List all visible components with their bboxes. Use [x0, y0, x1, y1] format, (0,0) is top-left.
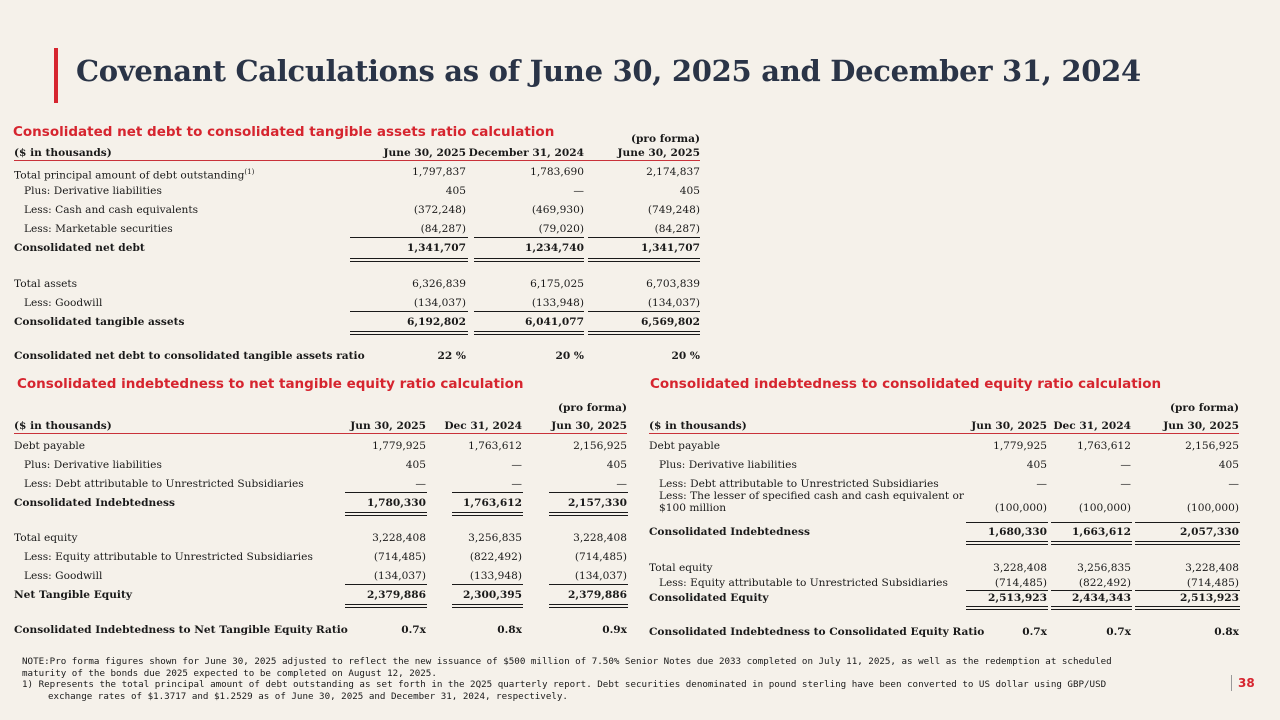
value-cell: 3,256,835 [1077, 562, 1131, 574]
row-label-text: Consolidated Indebtedness [14, 497, 175, 509]
value-cell: 3,228,408 [1185, 562, 1239, 574]
value-cell: 1,234,740 [525, 242, 584, 254]
value-cell: 6,569,802 [641, 316, 700, 328]
total-double-rule [549, 604, 628, 608]
value-cell: — [616, 478, 627, 490]
row-label [14, 530, 77, 547]
column-header: Dec 31, 2024 [1053, 420, 1131, 432]
value-cell: 2,174,837 [646, 166, 700, 178]
value-cell: (84,287) [420, 223, 466, 235]
value-cell: 1,779,925 [372, 440, 426, 452]
value-cell: 3,256,835 [468, 532, 522, 544]
row-label-text: Less: Equity attributable to Unrestricted Subsidiaries [659, 577, 948, 589]
row-label [14, 568, 102, 585]
subtotal-rule [452, 584, 523, 585]
value-cell: 1,341,707 [407, 242, 466, 254]
value-cell: 2,513,923 [988, 592, 1047, 604]
proforma-label: (pro forma) [630, 133, 700, 145]
subtotal-rule [1051, 522, 1132, 523]
value-cell: 1,780,330 [367, 497, 426, 509]
value-cell: (714,485) [574, 551, 627, 563]
value-cell: 405 [606, 459, 627, 471]
value-cell: (133,948) [531, 297, 584, 309]
value-cell: — [415, 478, 426, 490]
total-double-rule [1135, 606, 1240, 610]
value-cell: — [1228, 478, 1239, 490]
footnotes [22, 656, 1132, 702]
value-cell: 3,228,408 [993, 562, 1047, 574]
value-cell: (822,492) [1078, 577, 1131, 589]
total-double-rule [549, 512, 628, 516]
value-cell: (372,248) [413, 204, 466, 216]
value-cell: 405 [1218, 459, 1239, 471]
row-label-text: Consolidated Indebtedness to Consolidated Equity Ratio [649, 626, 985, 638]
row-label-text: Less: Cash and cash equivalents [24, 204, 199, 216]
consolidated-equity-table [649, 0, 1244, 650]
row-label [14, 495, 175, 512]
value-cell: (100,000) [1078, 502, 1131, 514]
value-cell: 22 % [437, 350, 466, 362]
value-cell: 2,300,395 [463, 589, 522, 601]
value-cell: 6,192,802 [407, 316, 466, 328]
value-cell: 0.7x [401, 624, 426, 636]
column-header: December 31, 2024 [468, 147, 584, 159]
row-label-text: Less: The lesser of specified cash and cash equivalent or [659, 490, 964, 502]
subtotal-rule [549, 584, 628, 585]
column-header: ($ in thousands) [14, 147, 112, 159]
section-title-net-debt: Consolidated net debt to consolidated tangible assets ratio calculation [13, 124, 555, 140]
value-cell: — [1036, 478, 1047, 490]
proforma-label: (pro forma) [557, 402, 627, 414]
subtotal-rule [966, 590, 1048, 591]
section-title-net-tangible-equity: Consolidated indebtedness to net tangible equity ratio calculation [17, 376, 524, 392]
total-double-rule [1135, 541, 1240, 545]
row-label [649, 524, 810, 541]
value-cell: 20 % [671, 350, 700, 362]
value-cell: 1,763,612 [463, 497, 522, 509]
value-cell: (100,000) [994, 502, 1047, 514]
subtotal-rule [1135, 590, 1240, 591]
value-cell: 2,156,925 [573, 440, 627, 452]
value-cell: (714,485) [994, 577, 1047, 589]
row-label-text: Consolidated Equity [649, 592, 769, 604]
row-label-text: Plus: Derivative liabilities [659, 459, 797, 471]
subtotal-rule [966, 522, 1048, 523]
value-cell: 2,379,886 [367, 589, 426, 601]
column-header: June 30, 2025 [617, 147, 700, 159]
row-label-text: Less: Equity attributable to Unrestricted Subsidiaries [24, 551, 313, 563]
value-cell: 0.8x [497, 624, 522, 636]
value-cell: 3,228,408 [573, 532, 627, 544]
total-double-rule [452, 512, 523, 516]
column-header: Jun 30, 2025 [971, 420, 1047, 432]
row-label-text: Less: Debt attributable to Unrestricted Subsidiaries [24, 478, 304, 490]
value-cell: (84,287) [654, 223, 700, 235]
net-tangible-equity-table [14, 0, 634, 650]
value-cell: 1,341,707 [641, 242, 700, 254]
value-cell: 2,379,886 [568, 589, 627, 601]
value-cell: 2,156,925 [1185, 440, 1239, 452]
page-title: Covenant Calculations as of June 30, 2025 and December 31, 2024 [76, 54, 1141, 88]
value-cell: 405 [445, 185, 466, 197]
row-label-text: Plus: Derivative liabilities [24, 185, 162, 197]
footnote-1: 1) Represents the total principal amount of debt outstanding as set forth in the 2Q25 quarterly report. Debt securities denominated in pound sterling have been converted to US dollar using GBP/USD exchange rates of $1.3717 and $1.2529 as of June 30, 2025 and December 31, 2024, respectively. [22, 679, 1107, 702]
value-cell: 6,175,025 [530, 278, 584, 290]
total-double-rule [1051, 541, 1132, 545]
value-cell: 6,326,839 [412, 278, 466, 290]
value-cell: — [1120, 459, 1131, 471]
subtotal-rule [345, 492, 427, 493]
footnote-marker: (1) [244, 168, 255, 176]
value-cell: — [511, 478, 522, 490]
column-header: Jun 30, 2025 [551, 420, 627, 432]
row-label-text: Less: Marketable securities [24, 223, 173, 235]
row-label-text-line2: $100 million [659, 502, 727, 514]
value-cell: 2,513,923 [1180, 592, 1239, 604]
total-double-rule [966, 541, 1048, 545]
header-rule [14, 433, 627, 434]
row-label [14, 587, 132, 604]
value-cell: 1,663,612 [1072, 526, 1131, 538]
row-label-text: Consolidated net debt to consolidated tangible assets ratio [14, 350, 365, 362]
row-label-text: Plus: Derivative liabilities [24, 459, 162, 471]
value-cell: 1,779,925 [993, 440, 1047, 452]
value-cell: 6,041,077 [525, 316, 584, 328]
row-label-text: Debt payable [649, 440, 721, 452]
value-cell: 2,057,330 [1180, 526, 1239, 538]
row-label [649, 490, 964, 518]
row-label-text: Total equity [14, 532, 78, 544]
value-cell: (100,000) [1186, 502, 1239, 514]
value-cell: 405 [1026, 459, 1047, 471]
row-label-text: Debt payable [14, 440, 86, 452]
value-cell: 1,783,690 [530, 166, 584, 178]
value-cell: (134,037) [373, 570, 426, 582]
row-label-text: Total assets [14, 278, 78, 290]
value-cell: (134,037) [647, 297, 700, 309]
value-cell: (133,948) [469, 570, 522, 582]
value-cell: 20 % [555, 350, 584, 362]
row-label-text: Consolidated Indebtedness to Net Tangible Equity Ratio [14, 624, 348, 636]
row-label [649, 624, 984, 641]
total-double-rule [452, 604, 523, 608]
subtotal-rule [549, 492, 628, 493]
value-cell: (134,037) [574, 570, 627, 582]
column-header: ($ in thousands) [14, 420, 112, 432]
value-cell: (134,037) [413, 297, 466, 309]
column-header: ($ in thousands) [649, 420, 747, 432]
row-label-text: Consolidated tangible assets [14, 316, 185, 328]
value-cell: 2,157,330 [568, 497, 627, 509]
value-cell: (749,248) [647, 204, 700, 216]
header-rule [649, 433, 1239, 434]
value-cell: (714,485) [1186, 577, 1239, 589]
section-title-consolidated-equity: Consolidated indebtedness to consolidated equity ratio calculation [650, 376, 1162, 392]
value-cell: 3,228,408 [372, 532, 426, 544]
total-double-rule [966, 606, 1048, 610]
row-label [649, 438, 720, 455]
row-label [14, 549, 313, 566]
total-double-rule [345, 604, 427, 608]
row-label-text: Less: Goodwill [24, 570, 103, 582]
row-label-text: Consolidated Indebtedness [649, 526, 810, 538]
value-cell: 1,763,612 [1077, 440, 1131, 452]
value-cell: 405 [405, 459, 426, 471]
subtotal-rule [345, 584, 427, 585]
row-label [14, 622, 348, 639]
value-cell: — [573, 185, 584, 197]
column-header: Dec 31, 2024 [444, 420, 522, 432]
column-header: Jun 30, 2025 [1163, 420, 1239, 432]
value-cell: (469,930) [531, 204, 584, 216]
row-label-text: Consolidated net debt [14, 242, 145, 254]
row-label [649, 457, 797, 474]
row-label-text: Total equity [649, 562, 713, 574]
value-cell: 0.7x [1022, 626, 1047, 638]
total-double-rule [1051, 606, 1132, 610]
subtotal-rule [1135, 522, 1240, 523]
row-label-text: Total principal amount of debt outstanding [14, 169, 245, 182]
row-label-text: Net Tangible Equity [14, 589, 132, 601]
value-cell: — [1120, 478, 1131, 490]
value-cell: 1,763,612 [468, 440, 522, 452]
value-cell: 0.8x [1214, 626, 1239, 638]
row-label [14, 438, 85, 455]
value-cell: — [511, 459, 522, 471]
value-cell: 405 [679, 185, 700, 197]
value-cell: (822,492) [469, 551, 522, 563]
page-number: 38 [1231, 675, 1255, 691]
total-double-rule [345, 512, 427, 516]
value-cell: (79,020) [538, 223, 584, 235]
row-label-text: Less: Debt attributable to Unrestricted Subsidiaries [659, 478, 939, 490]
proforma-note: NOTE:Pro forma figures shown for June 30, 2025 adjusted to reflect the new issuance of $500 million of 7.50% Senior Notes due 2033 completed on July 11, 2025, as well as the redemption at scheduled maturity of the bonds due 2025 expected to be completed on August 12, 2025. [22, 656, 1112, 679]
value-cell: 6,703,839 [646, 278, 700, 290]
column-header: Jun 30, 2025 [350, 420, 426, 432]
value-cell: 1,680,330 [988, 526, 1047, 538]
value-cell: 1,797,837 [412, 166, 466, 178]
value-cell: 2,434,343 [1072, 592, 1131, 604]
column-header: June 30, 2025 [383, 147, 466, 159]
proforma-label: (pro forma) [1169, 402, 1239, 414]
row-label [649, 590, 769, 607]
value-cell: 0.9x [602, 624, 627, 636]
row-label [14, 457, 162, 474]
row-label [14, 476, 304, 493]
value-cell: 0.7x [1106, 626, 1131, 638]
row-label-text: Less: Goodwill [24, 297, 103, 309]
subtotal-rule [452, 492, 523, 493]
value-cell: (714,485) [373, 551, 426, 563]
subtotal-rule [1051, 590, 1132, 591]
